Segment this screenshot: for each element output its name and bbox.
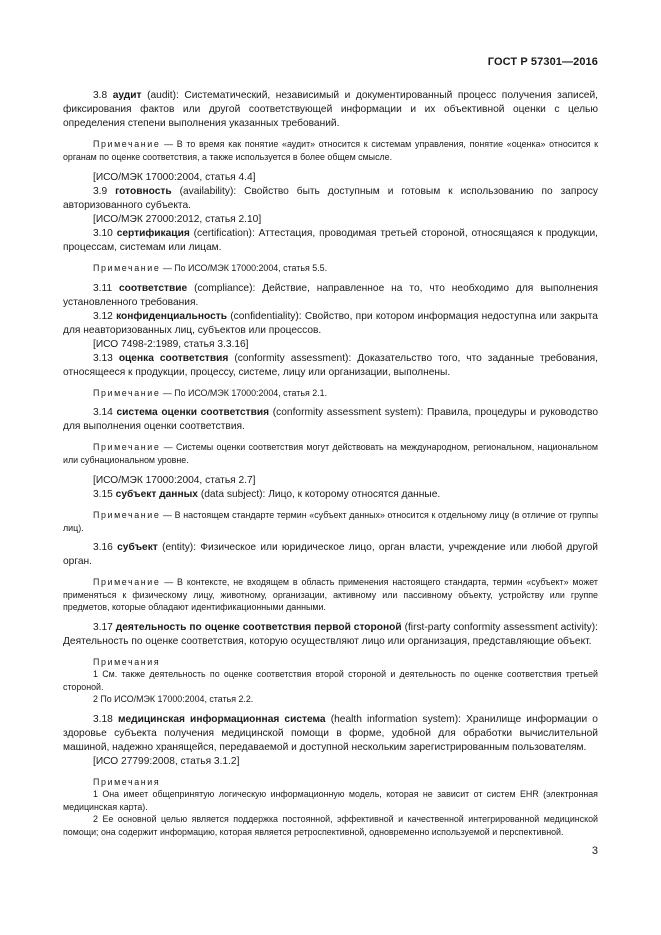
term-entry: 3.8 аудит (audit): Систематический, независимый и документированный процесс получения записей, фиксирования фактов или другой соответствующей информации и их объективной оценки с целью определения степени выполнения указанных требований.	[63, 90, 598, 129]
term-note: Примечание — В контексте, не входящем в область применения настоящего стандарта, термин «субъект» может применяться к физическому лицу, животному, организации, активному или пассивному объекту, устройству или группе предметов, которые обладают идентификационными данными.	[63, 577, 598, 612]
term-source: [ИСО 7498-2:1989, статья 3.3.16]	[93, 338, 249, 350]
term-entry: 3.18 медицинская информационная система (health information system): Хранилище информации о здоровье субъекта получения медицинской помощи в форме, удобной для обработки вычислительной машиной, надежно хранящейся, передаваемой и доступной нескольким зарегистрированным пользователям.	[63, 713, 598, 753]
term-note-item: 2 Ее основной целью является поддержка постоянной, эффективной и качественной интегрированной медицинской помощи; она содержит информацию, которая является ретроспективной, одновременно используемой и перспективной.	[63, 814, 598, 837]
term-entry: 3.9 готовность (availability): Свойство быть доступным и готовым к использованию по запросу авторизованного субъекта.	[63, 186, 598, 211]
term-entry: 3.13 оценка соответствия (conformity assessment): Доказательство того, что заданные требования, относящееся к продукции, процессу, системе, лицу или организации, выполнены.	[63, 352, 598, 378]
term-note: Примечание — По ИСО/МЭК 17000:2004, статья 5.5.	[93, 263, 328, 273]
term-note: Примечание — В настоящем стандарте термин «субъект данных» относится к отдельному лицу (в отличие от группы лиц).	[63, 510, 598, 533]
term-entry: 3.10 сертификация (certification): Аттестация, проводимая третьей стороной, относящаяся к продукции, процессам, системам или лицам.	[63, 228, 598, 253]
term-entry: 3.11 соответствие (compliance): Действие, направленное на то, что необходимо для выполнения установленного требования.	[63, 282, 598, 308]
term-name: оценка соответствия	[118, 352, 229, 364]
term-note: Примечание — По ИСО/МЭК 17000:2004, статья 2.1.	[93, 387, 328, 398]
term-note-item: 1 См. также деятельность по оценке соответствия второй стороной и деятельность по оценке соответствия третьей стороной.	[63, 669, 598, 692]
term-name: готовность	[115, 186, 172, 197]
term-source: [ИСО/МЭК 17000:2004, статья 2.7]	[93, 475, 256, 486]
notes-heading: Примечания	[93, 776, 161, 787]
term-name: конфиденциальность	[116, 310, 227, 322]
term-name: система оценки соответствия	[116, 407, 270, 418]
term-source: [ИСО/МЭК 17000:2004, статья 4.4]	[93, 172, 256, 183]
term-note: Примечание — Системы оценки соответствия могут действовать на международном, региональном, национальном или субнациональном уровне.	[63, 442, 599, 465]
term-name: медицинская информационная система	[117, 713, 326, 725]
term-entry: 3.17 деятельность по оценке соответствия первой стороной (first-party conformity assessment activity): Деятельность по оценке соответствия, которую осуществляют лицо или организация, представляющие объект.	[63, 621, 598, 647]
term-name: соответствие	[119, 282, 188, 294]
term-entry: 3.14 система оценки соответствия (conformity assessment system): Правила, процедуры и руководство для выполнения оценки соответствия.	[63, 407, 598, 432]
term-name: субъект	[117, 542, 158, 553]
term-name: сертификация	[116, 228, 190, 239]
term-name: субъект данных	[115, 489, 198, 500]
term-note: Примечание — В то время как понятие «аудит» относится к системам управления, понятие «оценка» относится к органам по оценке соответствия, а также используется в более общем смысле.	[63, 139, 599, 162]
term-source: [ИСО/МЭК 27000:2012, статья 2.10]	[93, 214, 262, 225]
term-name: деятельность по оценке соответствия первой стороной	[115, 621, 402, 633]
document-header: ГОСТ Р 57301—2016	[487, 56, 598, 68]
term-note-item: 1 Она имеет общепринятую логическую информационную модель, которая не зависит от систем EHR (электронная медицинская карта).	[63, 789, 598, 812]
term-source: [ИСО 27799:2008, статья 3.1.2]	[93, 755, 240, 767]
term-name: аудит	[112, 90, 142, 101]
term-entry: 3.12 конфиденциальность (confidentiality): Свойство, при котором информация недоступна или закрыта для неавторизованных лиц, субъектов или процессов.	[63, 310, 598, 336]
page-number: 3	[591, 845, 598, 857]
notes-heading: Примечания	[93, 656, 161, 667]
terms-section	[63, 89, 598, 838]
term-entry: 3.15 субъект данных (data subject): Лицо, к которому относятся данные.	[93, 489, 441, 500]
term-entry: 3.16 субъект (entity): Физическое или юридическое лицо, орган власти, учреждение или любой другой орган.	[63, 542, 598, 567]
term-note-item: 2 По ИСО/МЭК 17000:2004, статья 2.2.	[93, 694, 254, 704]
